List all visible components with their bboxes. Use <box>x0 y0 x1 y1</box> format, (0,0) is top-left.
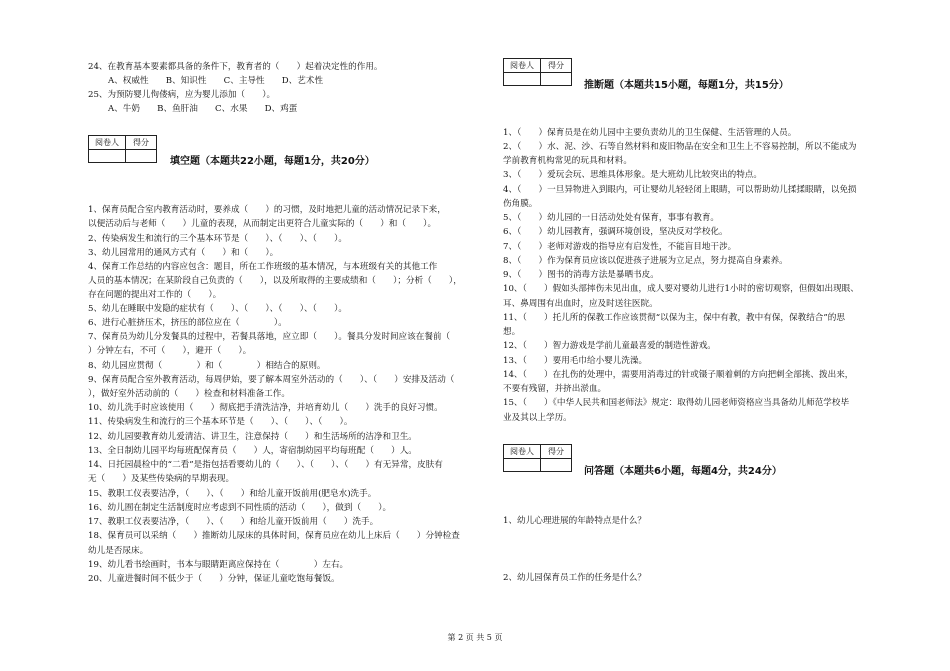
judge-line: 10、（ ）假如头部摔伤未见出血，成人要对婴幼儿进行1小时的密切观察，但假如出现眼、 <box>503 284 859 294</box>
qa-question-1: 1、幼儿心理进展的年龄特点是什么？ <box>503 516 646 526</box>
judge-line: 耳、鼻周围有出血时，应及时送往医院。 <box>503 299 658 309</box>
judge-line: 业及其以上学历。 <box>503 413 572 423</box>
score-cell <box>541 459 572 472</box>
score-cell <box>126 150 157 163</box>
grader-box-qa <box>503 444 572 472</box>
fill-blank-section-title: 填空题（本题共22小题，每题1分，共20分） <box>170 156 375 167</box>
grader-label: 阅卷人 <box>504 59 541 73</box>
question-25-options: A、牛奶 B、鱼肝油 C、水果 D、鸡蛋 <box>108 104 298 114</box>
fill-line: 8、幼儿园应贯彻（ ）和（ ）相结合的原则。 <box>88 361 326 371</box>
grader-box-judge <box>503 58 572 86</box>
fill-line: 7、保育员为幼儿分发餐具的过程中，若餐具落地，应立即（ ）。餐具分发时间应该在餐前（ <box>88 332 451 342</box>
fill-line: 2、传染病发生和流行的三个基本环节是（ ）、（ ）、（ ）。 <box>88 234 347 244</box>
question-25: 25、为预防婴儿佝偻病，应为婴儿添加（ ）。 <box>88 90 276 100</box>
fill-line: 以便活动后与老师（ ）儿童的表现，从而制定出更符合儿童实际的（ ）和（ ）。 <box>88 219 437 229</box>
judge-line: 4、（ ）一旦异物进入到眼内，可让婴幼儿轻轻闭上眼睛，可以帮助幼儿揉揉眼睛，以免损 <box>503 185 857 195</box>
fill-line: 12、幼儿园要教育幼儿爱清洁、讲卫生，注意保持（ ）和生活场所的洁净和卫生。 <box>88 432 417 442</box>
judge-line: 5、（ ）幼儿园的一日活动处处有保育，事事有教育。 <box>503 213 720 223</box>
grader-label: 阅卷人 <box>504 445 541 459</box>
judge-line: 7、（ ）老师对游戏的指导应有启发性，不能盲目地干涉。 <box>503 242 737 252</box>
grader-box-fill <box>88 135 157 163</box>
fill-line: 9、保育员配合室外教育活动，每周伊始，要了解本周室外活动的（ ）、（ ）安排及活动（ <box>88 375 455 385</box>
fill-line: 14、日托园晨检中的“二看”是指包括看婴幼儿的（ ）、（ ）、（ ）有无异常，皮肤有 <box>88 460 443 470</box>
fill-line: 幼儿是否尿床。 <box>88 546 149 556</box>
fill-line: 4、保育工作总结的内容应包含：题目，所在工作班级的基本情况，与本班级有关的其他工作 <box>88 262 438 272</box>
fill-line: 人员的基本情况；在某阶段自己负责的（ ），以及所取得的主要成绩和（ ）；分析（ ）， <box>88 276 462 286</box>
grader-cell <box>504 459 541 472</box>
grader-cell <box>89 150 126 163</box>
question-24: 24、在教育基本要素都具备的条件下，教育者的（ ）起着决定性的作用。 <box>88 62 383 72</box>
judge-line: 14、（ ）在扎伤的处理中，需要用消毒过的针或镊子顺着刺的方向把刺全部挑、拨出来， <box>503 370 854 380</box>
judge-section-title: 推断题（本题共15小题，每题1分，共15分） <box>584 80 789 91</box>
judge-line: 想。 <box>503 327 521 337</box>
judge-line: 9、（ ）图书的消毒方法是暴晒书皮。 <box>503 270 659 280</box>
fill-line: 19、幼儿看书绘画时，书本与眼睛距离应保持在（ ）左右。 <box>88 560 349 570</box>
fill-line: 15、教职工仪表要洁净，（ ）、（ ）和给儿童开饭前用(肥皂水)洗手。 <box>88 489 377 499</box>
grader-label: 阅卷人 <box>89 136 126 150</box>
fill-line: 存在问题的提出对工作的（ ）。 <box>88 290 222 300</box>
fill-line: 1、保育员配合室内教育活动时，要养成（ ）的习惯，及时地把儿童的活动情况记录下来， <box>88 205 446 215</box>
judge-line: 12、（ ）智力游戏是学前儿童最喜爱的制造性游戏。 <box>503 341 716 351</box>
judge-line: 11、（ ）托儿所的保教工作应该贯彻“以保为主，保中有教，教中有保，保教结合”的思 <box>503 313 845 323</box>
fill-line: 13、全日制幼儿园平均每班配保育员（ ）人，寄宿制幼园平均每班配（ ）人。 <box>88 446 417 456</box>
judge-line: 不要有残留，并挤出淤血。 <box>503 384 607 394</box>
fill-line: 10、幼儿洗手时应该使用（ ）彻底把手清洗洁净，并培育幼儿（ ）洗手的良好习惯。 <box>88 403 443 413</box>
score-cell <box>541 73 572 86</box>
judge-line: 6、（ ）幼儿园教育，强调环境创设，坚决反对学校化。 <box>503 227 728 237</box>
fill-line: 6、进行心脏挤压术，挤压的部位应在（ ）。 <box>88 318 287 328</box>
fill-line: ）分钟左右，不可（ ），避开（ ）。 <box>88 346 252 356</box>
judge-line: 13、（ ）要用毛巾给小婴儿洗澡。 <box>503 356 648 366</box>
judge-line: 伤角膜。 <box>503 199 538 209</box>
fill-line: 18、保育员可以采纳（ ）推断幼儿尿床的具体时间，保育员应在幼儿上床后（ ）分钟检查 <box>88 531 460 541</box>
fill-line: 17、教职工仪表要洁净，（ ）、（ ）和给儿童开饭前用（ ）洗手。 <box>88 517 379 527</box>
judge-line: 学前教育机构常见的玩具和材料。 <box>503 156 632 166</box>
page-footer: 第 2 页 共 5 页 <box>447 633 503 642</box>
fill-line: 11、传染病发生和流行的三个基本环节是（ ）、（ ）、（ ）。 <box>88 417 353 427</box>
fill-line: 20、儿童进餐时间不低少于（ ）分钟，保证儿童吃饱每餐饭。 <box>88 574 340 584</box>
judge-line: 15、（ ）《中华人民共和国老师法》规定：取得幼儿园老师资格应当具备幼儿师范学校毕 <box>503 398 850 408</box>
judge-line: 8、（ ）作为保育员应该以促进孩子进展为立足点，努力提高自身素养。 <box>503 256 788 266</box>
score-label: 得分 <box>541 59 572 73</box>
grader-cell <box>504 73 541 86</box>
fill-line: 16、幼儿囿在制定生活制度时应考虑到不同性质的活动（ ），做到（ ）。 <box>88 503 392 513</box>
score-label: 得分 <box>126 136 157 150</box>
fill-line: 5、幼儿在睡眠中发隐的症状有（ ）、（ ）、（ ）、（ ）。 <box>88 304 347 314</box>
qa-section-title: 问答题（本题共6小题，每题4分，共24分） <box>584 466 782 477</box>
score-label: 得分 <box>541 445 572 459</box>
fill-line: 3、幼儿园常用的通风方式有（ ）和（ ）。 <box>88 248 279 258</box>
fill-line: ），做好室外活动前的（ ）检查和材料准备工作。 <box>88 389 290 399</box>
question-24-options: A、权威性 B、知识性 C、主导性 D、艺术性 <box>108 76 324 86</box>
qa-question-2: 2、幼儿园保育员工作的任务是什么？ <box>503 573 646 583</box>
judge-line: 2、（ ）水、泥、沙、石等自然材料和废旧物品在安全和卫生上不容易控制，所以不能成为 <box>503 142 857 152</box>
judge-line: 1、（ ）保育员是在幼儿园中主要负责幼儿的卫生保健、生活管理的人员。 <box>503 128 797 138</box>
fill-line: 无（ ）及某些传染病的早期表现。 <box>88 474 235 484</box>
judge-line: 3、（ ）爱玩会玩、思维具体形象。是大班幼儿比较突出的特点。 <box>503 170 762 180</box>
